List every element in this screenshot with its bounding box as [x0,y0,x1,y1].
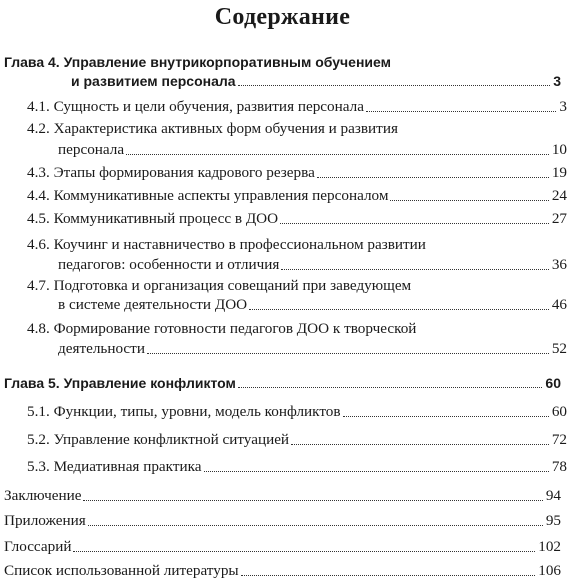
toc-entry-4-2-line1 [27,120,398,138]
page-number: 106 [538,562,561,579]
page-number: 3 [559,98,567,115]
section-title: Управление конфликтной ситуацией [53,431,290,448]
dot-leader [241,575,536,576]
toc-entry-chapter-5[interactable] [4,372,561,392]
entry-title: Приложения [4,512,86,529]
section-title: Функции, типы, уровни, модель конфликтов [53,403,341,420]
page-number: 27 [551,210,567,227]
section-title: Формирование готовности педагогов ДОО к творческой [53,320,417,337]
section-number: 5.3. [27,458,50,475]
section-title: Коммуникативные аспекты управления персоналом [53,187,389,204]
dot-leader [281,269,548,270]
dot-leader [249,309,549,310]
toc-entry-appendices[interactable] [4,510,561,530]
section-number: 4.1. [27,98,50,115]
page-number: 60 [545,375,561,391]
page-number: 10 [551,141,567,158]
section-title-cont: в системе деятельности ДОО [58,296,248,313]
dot-leader [73,551,535,552]
section-number: 4.7. [27,277,50,294]
toc-entry-references[interactable] [4,560,561,580]
section-title: Характеристика активных форм обучения и развития [53,120,398,137]
dot-leader [147,353,549,354]
entry-title: Заключение [4,487,82,504]
section-title: Этапы формирования кадрового резерва [53,164,315,181]
dot-leader [343,416,549,417]
section-title: Медиативная практика [53,458,202,475]
toc-entry-chapter-4[interactable] [71,70,561,90]
section-title-cont: деятельности [58,340,145,357]
dot-leader [88,525,543,526]
section-number: 4.3. [27,164,50,181]
page-number: 3 [553,73,561,89]
page-number: 95 [545,512,561,529]
dot-leader [238,85,551,86]
dot-leader [280,223,549,224]
page-title: Содержание [214,4,351,30]
section-number: 5.1. [27,403,50,420]
section-number: 4.5. [27,210,50,227]
page-number: 24 [551,187,567,204]
section-number: 4.2. [27,120,50,137]
section-title-cont: персонала [58,141,125,158]
toc-entry-4-5[interactable] [27,208,567,228]
page-number: 36 [551,256,567,273]
toc-entry-4-8[interactable] [58,338,567,358]
toc-entry-4-6-line1 [27,236,426,254]
toc-entry-4-4[interactable] [27,185,567,205]
section-number: 4.4. [27,187,50,204]
toc-entry-glossary[interactable] [4,536,561,556]
dot-leader [126,154,549,155]
page-number: 52 [551,340,567,357]
toc-entry-4-8-line1 [27,320,416,338]
toc-entry-conclusion[interactable] [4,485,561,505]
dot-leader [366,111,556,112]
toc-entry-4-6[interactable] [58,254,567,274]
dot-leader [291,444,549,445]
chapter-4-title-line2: и развитием персонала [71,73,236,89]
dot-leader [83,500,542,501]
section-title: Подготовка и организация совещаний при заведующем [53,277,412,294]
toc-entry-4-7-line1 [27,277,411,295]
entry-title: Глоссарий [4,538,72,555]
toc-entry-4-1[interactable] [27,96,567,116]
page-number: 46 [551,296,567,313]
section-title: Сущность и цели обучения, развития персонала [53,98,364,115]
entry-title: Список использованной литературы [4,562,239,579]
toc-entry-4-7[interactable] [58,294,567,314]
toc-entry-4-3[interactable] [27,162,567,182]
section-title: Коммуникативный процесс в ДОО [53,210,279,227]
toc-entry-5-1[interactable] [27,401,567,421]
dot-leader [390,200,548,201]
section-number: 4.8. [27,320,50,337]
dot-leader [204,471,549,472]
chapter-4-title-line1: Глава 4. Управление внутрикорпоративным обучением [4,54,391,70]
section-title: Коучинг и наставничество в профессиональном развитии [53,236,426,253]
chapter-5-title: Глава 5. Управление конфликтом [4,375,236,391]
dot-leader [317,177,549,178]
dot-leader [238,387,543,388]
toc-entry-5-2[interactable] [27,429,567,449]
page-number: 102 [538,538,561,555]
section-number: 5.2. [27,431,50,448]
page-number: 94 [545,487,561,504]
page-number: 19 [551,164,567,181]
page-number: 72 [551,431,567,448]
section-title-cont: педагогов: особенности и отличия [58,256,280,273]
toc-entry-4-2[interactable] [58,139,567,159]
page-number: 60 [551,403,567,420]
page-number: 78 [551,458,567,475]
section-number: 4.6. [27,236,50,253]
toc-entry-5-3[interactable] [27,456,567,476]
